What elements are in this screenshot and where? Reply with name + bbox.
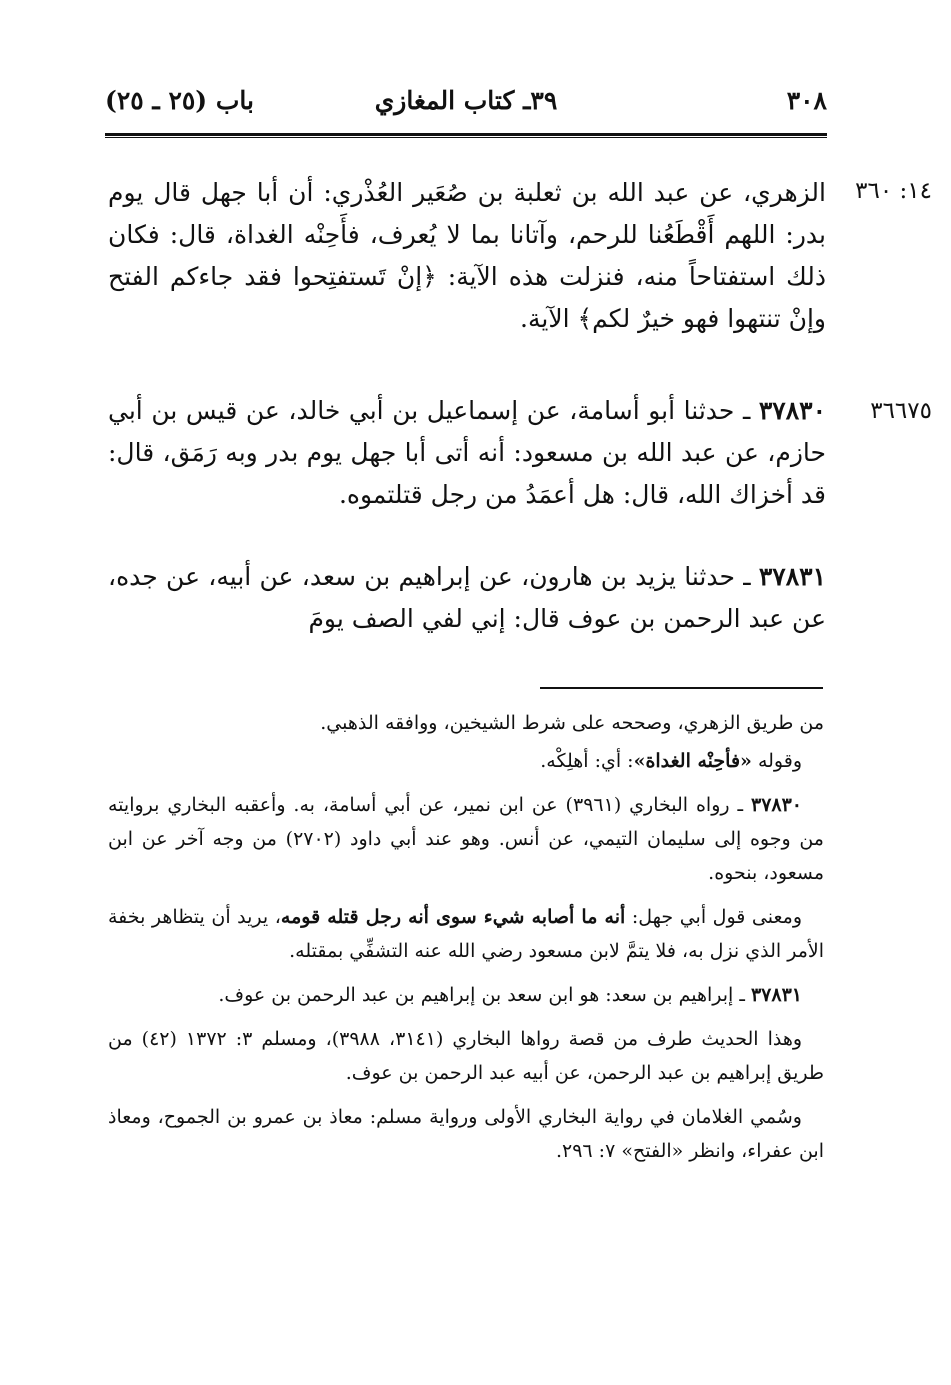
footnotes <box>108 706 824 1178</box>
hadith-number: ٣٧٨٣١ <box>758 562 826 591</box>
footnote-text: ـ إبراهيم بن سعد: هو ابن سعد بن إبراهيم بن عبد الرحمن بن عوف. <box>218 984 751 1006</box>
footnote-number: ٣٧٨٣١ <box>750 984 802 1006</box>
footnote-number: ٣٧٨٣٠ <box>750 794 803 816</box>
footnote <box>108 788 824 890</box>
footnote-text: وهذا الحديث طرف من قصة رواها البخاري (٣١٤١، ٣٩٨٨)، ومسلم ٣: ١٣٧٢ (٤٢) من طريق إبراهيم بن عبد الرحمن، عن أبيه عبد الرحمن بن عوف. <box>108 1028 824 1084</box>
hadith-number: ٣٧٨٣٠ <box>758 396 826 425</box>
footnote-text: ومعنى قول أبي جهل: <box>625 906 803 928</box>
running-header <box>105 86 827 130</box>
footnote-separator <box>540 687 823 689</box>
footnote <box>108 1022 824 1090</box>
hadith-text: ـ حدثنا أبو أسامة، عن إسماعيل بن أبي خالد، عن قيس بن أبي حازم، عن عبد الله بن مسعود: أنه أتى أبا جهل يوم بدر وبه رَمَق، قال: قد أخزاك الله، قال: هل أعمَدُ من رجل قتلتموه. <box>108 396 826 509</box>
footnote-quote: أنه ما أصابه شيء سوى أنه رجل قتله قومه <box>280 906 626 928</box>
page-number: ٣٠٨ <box>786 86 827 115</box>
footnote-text: وقوله <box>751 750 802 772</box>
chapter-reference: باب (٢٥ ـ ٢٥) <box>105 86 254 115</box>
footnote-text: وسُمي الغلامان في رواية البخاري الأولى ورواية مسلم: معاذ بن عمرو بن الجموح، ومعاذ ابن عفراء، وانظر «الفتح» ٧: ٢٩٦. <box>108 1106 824 1162</box>
footnote-text: : أي: أهلِكْه. <box>540 750 634 772</box>
book-title: ٣٩ـ كتاب المغازي <box>374 86 558 115</box>
footnote-quote: «فأحِنْه الغداة» <box>633 750 752 772</box>
margin-reference: ١٤: ٣٦٠ <box>855 178 932 204</box>
footnote <box>108 706 824 740</box>
hadith-paragraph <box>108 172 826 340</box>
hadith-text: ـ حدثنا يزيد بن هارون، عن إبراهيم بن سعد، عن أبيه، عن جده، عن عبد الرحمن بن عوف قال: إني لفي الصف يومَ <box>108 562 826 633</box>
header-rule-thin <box>105 137 827 138</box>
footnote <box>108 978 824 1012</box>
hadith-text: الزهري، عن عبد الله بن ثعلبة بن صُعَير العُذْري: أن أبا جهل قال يوم بدر: اللهم أَقْطَعُنا للرحم، وآتانا بما لا يُعرف، فأَحِنْه الغداة، قال: فكان ذلك استفتاحاً منه، فنزلت هذه الآية: ﴿إنْ تَستفتِحوا فقد جاءكم الفتح وإنْ تنتهوا فهو خيرٌ لكم﴾ الآية. <box>108 178 826 333</box>
footnote <box>108 744 824 778</box>
footnote-text: ، يريد أن يتظاهر بخفة الأمر الذي نزل به، فلا يتمَّ لابن مسعود رضي الله عنه التشفِّي بمقتله. <box>108 906 824 962</box>
hadith-paragraph <box>108 556 826 640</box>
header-rule <box>105 133 827 136</box>
footnote <box>108 1100 824 1168</box>
footnote <box>108 900 824 968</box>
footnote-text: ـ رواه البخاري (٣٩٦١) عن ابن نمير، عن أبي أسامة، به. وأعقبه البخاري بروايته من وجوه إلى سليمان التيمي، عن أنس. وهو عند أبي داود (٢٧٠٢) من وجه آخر عن ابن مسعود، بنحوه. <box>108 794 824 884</box>
hadith-paragraph <box>108 390 826 516</box>
margin-reference: ٣٦٦٧٥ <box>870 398 932 424</box>
footnote-text: من طريق الزهري، وصححه على شرط الشيخين، ووافقه الذهبي. <box>320 712 824 734</box>
